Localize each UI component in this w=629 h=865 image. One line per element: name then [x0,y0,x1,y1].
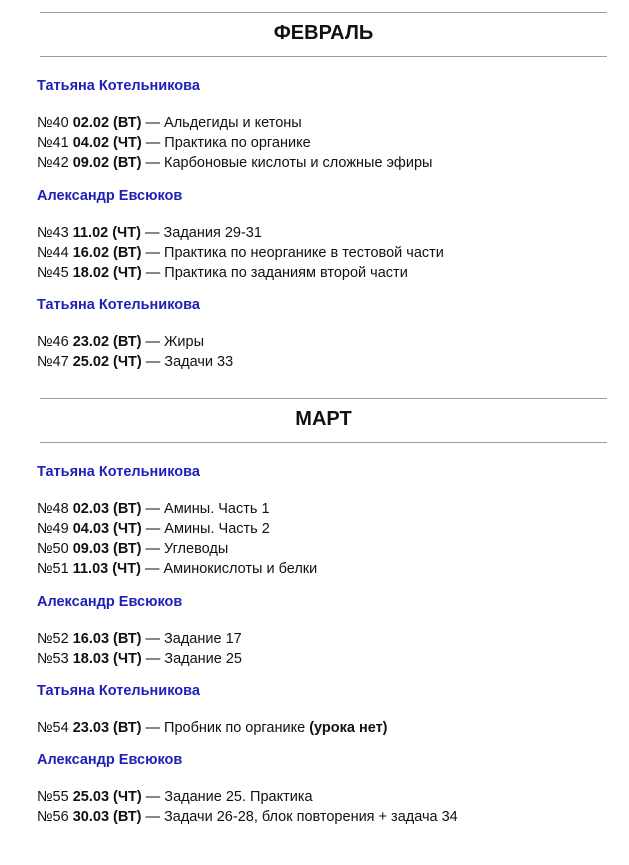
lesson-list [37,629,629,669]
lesson-topic: — Задание 17 [141,631,242,647]
lesson-item [37,718,629,738]
lesson-topic: — Аминокислоты и белки [140,561,318,577]
teacher-name: Татьяна Котельникова [37,683,200,699]
lesson-topic: — Задание 25. Практика [141,789,313,805]
lesson-number: №53 [37,651,69,667]
lesson-item [37,133,629,153]
teacher-group [37,463,629,579]
lesson-item [37,629,629,649]
teacher-group [37,296,629,372]
lesson-list [37,718,629,738]
lesson-number: №44 [37,245,69,261]
lesson-date: 16.02 (ВТ) [72,245,142,261]
lesson-number: №40 [37,115,69,131]
lesson-item [37,352,629,372]
lesson-list [37,499,629,579]
lesson-date: 11.03 (ЧТ) [72,561,141,577]
lesson-list [37,787,629,827]
teacher-group [37,187,629,283]
teacher-group [37,77,629,173]
lesson-number: №41 [37,135,69,151]
lesson-topic: — Задания 29-31 [140,225,262,241]
lesson-date: 25.02 (ЧТ) [72,354,142,370]
lesson-number: №47 [37,354,69,370]
lesson-item [37,223,629,243]
teacher-name: Татьяна Котельникова [37,297,200,313]
lesson-date: 18.03 (ЧТ) [72,651,142,667]
teacher-name: Александр Евсюков [37,594,183,610]
lesson-item [37,649,629,669]
lesson-topic: — Задачи 33 [141,354,234,370]
lesson-topic: — Амины. Часть 1 [141,501,270,517]
lesson-item [37,807,629,827]
lesson-number: №48 [37,501,69,517]
month-title: ФЕВРАЛЬ [40,12,607,57]
lesson-number: №42 [37,155,69,171]
lesson-date: 04.02 (ЧТ) [72,135,142,151]
lesson-item [37,787,629,807]
lesson-topic: — Задачи 26-28, блок повторения + задача 34 [141,809,458,825]
lesson-item [37,113,629,133]
lesson-item [37,243,629,263]
teacher-group [37,593,629,669]
lesson-number: №43 [37,225,69,241]
teacher-group [37,682,629,738]
teacher-group [37,751,629,827]
lesson-number: №56 [37,809,69,825]
lesson-topic: — Амины. Часть 2 [141,521,270,537]
lesson-date: 23.02 (ВТ) [72,334,142,350]
lesson-item [37,559,629,579]
lesson-topic: — Практика по органике [141,135,311,151]
lesson-date: 02.02 (ВТ) [72,115,142,131]
lesson-date: 23.03 (ВТ) [72,720,142,736]
month-title: МАРТ [40,398,607,443]
lesson-date: 16.03 (ВТ) [72,631,142,647]
lesson-note: (урока нет) [309,720,388,736]
lesson-date: 11.02 (ЧТ) [72,225,141,241]
lesson-number: №54 [37,720,69,736]
lesson-item [37,539,629,559]
lesson-date: 04.03 (ЧТ) [72,521,142,537]
lesson-topic: — Практика по неорганике в тестовой части [141,245,444,261]
lesson-date: 18.02 (ЧТ) [72,265,142,281]
lesson-date: 25.03 (ЧТ) [72,789,142,805]
teacher-name: Александр Евсюков [37,752,183,768]
lesson-number: №50 [37,541,69,557]
lesson-item [37,332,629,352]
lesson-number: №55 [37,789,69,805]
lesson-topic: — Пробник по органике [141,720,310,736]
lesson-list [37,332,629,372]
lesson-date: 09.02 (ВТ) [72,155,142,171]
month-section-march [0,398,629,827]
teacher-name: Татьяна Котельникова [37,464,200,480]
lesson-item [37,519,629,539]
teacher-name: Татьяна Котельникова [37,78,200,94]
lesson-number: №49 [37,521,69,537]
lesson-date: 09.03 (ВТ) [72,541,142,557]
lesson-list [37,113,629,173]
lesson-number: №46 [37,334,69,350]
lesson-item [37,153,629,173]
lesson-topic: — Углеводы [141,541,229,557]
lesson-number: №51 [37,561,69,577]
lesson-topic: — Жиры [141,334,204,350]
lesson-date: 02.03 (ВТ) [72,501,142,517]
teacher-name: Александр Евсюков [37,188,183,204]
lesson-date: 30.03 (ВТ) [72,809,142,825]
lesson-topic: — Альдегиды и кетоны [141,115,302,131]
lesson-number: №52 [37,631,69,647]
month-section-february [0,12,629,372]
lesson-item [37,263,629,283]
lesson-number: №45 [37,265,69,281]
lesson-list [37,223,629,283]
lesson-topic: — Задание 25 [141,651,242,667]
lesson-topic: — Карбоновые кислоты и сложные эфиры [141,155,433,171]
lesson-item [37,499,629,519]
lesson-topic: — Практика по заданиям второй части [141,265,408,281]
